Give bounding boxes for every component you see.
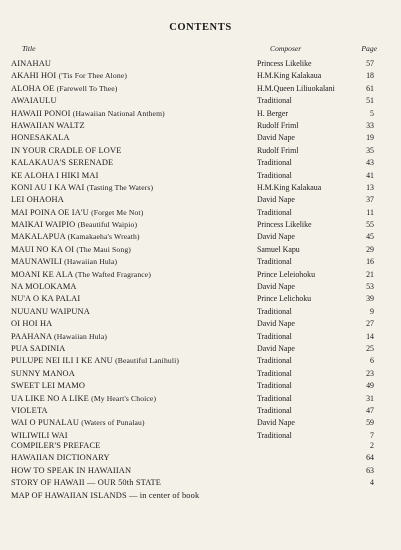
song-title: [11, 355, 179, 367]
song-composer: Traditional: [257, 368, 292, 378]
song-title-main: AINAHAU: [11, 59, 52, 68]
song-subtitle: (Beautiful Lanihuli): [115, 356, 180, 366]
song-composer: H.M.Queen Liliuokalani: [257, 83, 335, 93]
song-title: [11, 182, 153, 194]
song-page-number: 45: [366, 232, 374, 242]
song-row: [11, 108, 377, 120]
song-title-main: HAWAIIAN WALTZ: [11, 120, 85, 130]
song-composer: Traditional: [257, 170, 292, 180]
song-composer: Traditional: [257, 356, 292, 366]
song-title-main: OI HOI HA: [11, 319, 53, 329]
song-row: [11, 306, 377, 318]
song-row: [11, 157, 377, 169]
song-title: [11, 405, 48, 417]
song-title: [11, 256, 117, 268]
song-title: [11, 132, 70, 144]
song-title-main: HONESAKALA: [11, 133, 70, 143]
song-page-number: 25: [366, 343, 374, 353]
song-page-number: 27: [366, 319, 374, 329]
song-title: [11, 269, 151, 281]
song-composer: Traditional: [257, 393, 292, 403]
song-subtitle: (My Heart's Choice): [91, 393, 157, 403]
song-composer: David Nape: [257, 133, 295, 143]
song-title-main: KONI AU I KA WAI: [11, 182, 85, 192]
extra-title: HAWAIIAN DICTIONARY: [11, 453, 110, 463]
song-page-number: 21: [366, 269, 374, 279]
song-title-main: PUA SADINIA: [11, 343, 66, 353]
song-page-number: 7: [370, 430, 374, 440]
song-composer: Traditional: [257, 381, 292, 391]
song-row: [11, 145, 377, 157]
song-title-main: HAWAII PONOI: [11, 108, 71, 118]
song-title: [11, 393, 156, 405]
song-page-number: 55: [366, 220, 374, 230]
song-title-main: MAIKAI WAIPIO: [11, 220, 76, 230]
song-page-number: 31: [366, 393, 374, 403]
song-row: [11, 170, 377, 182]
song-row: [11, 231, 377, 243]
song-page-number: 19: [366, 133, 374, 143]
extra-row: [11, 477, 377, 489]
song-composer: Prince Leleiohoku: [257, 269, 316, 279]
song-title-main: PULUPE NEI ILI I KE ANU: [11, 356, 113, 366]
song-subtitle: ('Tis For Thee Alone): [58, 71, 127, 81]
song-page-number: 51: [366, 96, 374, 106]
song-row: [11, 368, 377, 380]
song-row: [11, 244, 377, 256]
song-composer: Traditional: [257, 430, 292, 440]
song-row: [11, 417, 377, 429]
extra-page-number: 64: [366, 453, 374, 463]
extra-page-number: 4: [370, 478, 374, 488]
extra-row: [11, 490, 377, 502]
song-subtitle: (Kamakaeha's Wreath): [67, 232, 140, 242]
song-subtitle: (Tasting The Waters): [86, 182, 154, 192]
extra-title: MAP OF HAWAIIAN ISLANDS — in center of book: [11, 490, 200, 500]
song-page-number: 33: [366, 120, 374, 130]
song-title: [11, 343, 65, 355]
song-title: [11, 318, 52, 330]
song-page-number: 47: [366, 405, 374, 415]
song-subtitle: (Hawaiian Hula): [64, 257, 118, 267]
song-title-main: MOANI KE ALA: [11, 269, 73, 279]
song-subtitle: (Forget Me Not): [91, 207, 144, 217]
song-title-main: MAUI NO KA OI: [11, 244, 75, 254]
song-row: [11, 256, 377, 268]
song-title-main: KE ALOHA I HIKI MAI: [11, 170, 99, 180]
song-title-main: NUUANU WAIPUNA: [11, 306, 90, 316]
song-composer: Traditional: [257, 207, 292, 217]
song-title: [11, 120, 85, 132]
song-row: [11, 393, 377, 405]
song-page-number: 61: [366, 83, 374, 93]
song-title-main: ALOHA OE: [11, 83, 55, 93]
song-row: [11, 70, 377, 82]
song-composer: David Nape: [257, 282, 295, 292]
song-row: [11, 132, 377, 144]
song-row: [11, 120, 377, 132]
song-title: [11, 108, 165, 120]
song-title: [11, 231, 140, 243]
song-title: [11, 331, 107, 343]
song-title-main: PAAHANA: [11, 331, 52, 341]
song-title: [11, 244, 131, 256]
song-page-number: 5: [370, 108, 374, 118]
song-row: [11, 293, 377, 305]
song-subtitle: (Hawaiian Hula): [54, 331, 108, 341]
song-row: [11, 207, 377, 219]
extra-row: [11, 452, 377, 464]
column-header-row: [11, 44, 377, 56]
song-subtitle: (Waters of Punalau): [81, 418, 145, 428]
song-title: [11, 380, 85, 392]
song-subtitle: (Beautiful Waipio): [77, 220, 138, 230]
extra-title: HOW TO SPEAK IN HAWAIIAN: [11, 465, 132, 475]
extras-list: [11, 440, 377, 502]
song-composer: H.M.King Kalakaua: [257, 182, 322, 192]
song-row: [11, 194, 377, 206]
song-title-main: MAUNAWILI: [11, 257, 62, 267]
song-composer: Traditional: [257, 158, 292, 168]
song-composer: Traditional: [257, 257, 292, 267]
song-composer: Rudolf Friml: [257, 145, 299, 155]
song-title: [11, 145, 121, 157]
song-composer: David Nape: [257, 343, 295, 353]
song-page-number: 14: [366, 331, 374, 341]
song-title: [11, 70, 127, 82]
song-title-main: LEI OHAOHA: [11, 195, 64, 205]
song-row: [11, 95, 377, 107]
song-page-number: 35: [366, 145, 374, 155]
song-row: [11, 405, 377, 417]
song-title: [11, 293, 80, 305]
song-title: [11, 368, 75, 380]
song-row: [11, 343, 377, 355]
song-composer: Traditional: [257, 306, 292, 316]
extra-row: [11, 465, 377, 477]
song-row: [11, 182, 377, 194]
song-title-main: WAI O PUNALAU: [11, 418, 80, 428]
song-title-main: MAKALAPUA: [11, 232, 66, 242]
song-title-main: AKAHI HOI: [11, 71, 57, 81]
song-page-number: 53: [366, 282, 374, 292]
song-title-main: KALAKAUA'S SERENADE: [11, 158, 114, 168]
song-subtitle: (The Maui Song): [76, 244, 131, 254]
song-composer: Prince Lelichoku: [257, 294, 312, 304]
song-page-number: 41: [366, 170, 374, 180]
song-title: [11, 219, 137, 231]
song-row: [11, 281, 377, 293]
song-row: [11, 219, 377, 231]
song-title-main: SUNNY MANOA: [11, 368, 75, 378]
song-title: [11, 95, 57, 107]
song-row: [11, 269, 377, 281]
song-composer: Traditional: [257, 96, 292, 106]
song-page-number: 18: [366, 71, 374, 81]
song-composer: H.M.King Kalakaua: [257, 71, 322, 81]
song-title-main: WILIWILI WAI: [11, 430, 68, 440]
song-page-number: 6: [370, 356, 374, 366]
song-page-number: 43: [366, 158, 374, 168]
song-title-main: MAI POINA OE IA'U: [11, 207, 89, 217]
song-composer: Samuel Kapu: [257, 244, 300, 254]
song-composer: Traditional: [257, 405, 292, 415]
extra-page-number: 63: [366, 465, 374, 475]
song-row: [11, 380, 377, 392]
extra-title: STORY OF HAWAII — OUR 50th STATE: [11, 478, 162, 488]
extra-page-number: 2: [370, 441, 374, 450]
song-subtitle: (Hawaiian National Anthem): [72, 108, 165, 118]
song-title-main: NA MOLOKAMA: [11, 282, 77, 292]
song-title-main: NU'A O KA PALAI: [11, 294, 81, 304]
song-subtitle: (The Wafted Fragrance): [75, 269, 151, 279]
song-page-number: 49: [366, 381, 374, 391]
song-page-number: 59: [366, 418, 374, 428]
song-composer: Traditional: [257, 331, 292, 341]
song-row: [11, 318, 377, 330]
song-composer: David Nape: [257, 232, 295, 242]
extra-row: [11, 440, 377, 452]
song-list: [11, 58, 377, 442]
song-title: [11, 83, 118, 95]
song-page-number: 39: [366, 294, 374, 304]
page-heading: CONTENTS: [169, 22, 232, 33]
song-page-number: 11: [366, 207, 374, 217]
song-row: [11, 83, 377, 95]
song-composer: David Nape: [257, 195, 295, 205]
song-page-number: 9: [370, 306, 374, 316]
extra-title: COMPILER'S PREFACE: [11, 441, 101, 450]
song-title-main: IN YOUR CRADLE OF LOVE: [11, 145, 122, 155]
song-title-main: AWAIAULU: [11, 96, 57, 106]
song-title: [11, 194, 64, 206]
song-title: [11, 58, 51, 70]
song-subtitle: (Farewell To Thee): [56, 83, 118, 93]
song-title: [11, 170, 99, 182]
song-page-number: 13: [366, 182, 374, 192]
song-page-number: 23: [366, 368, 374, 378]
song-title: [11, 417, 145, 429]
song-page-number: 37: [366, 195, 374, 205]
song-composer: David Nape: [257, 418, 295, 428]
song-title-main: SWEET LEI MAMO: [11, 381, 86, 391]
song-page-number: 29: [366, 244, 374, 254]
song-title: [11, 207, 143, 219]
song-composer: Princess Likelike: [257, 59, 312, 68]
song-row: [11, 58, 377, 70]
song-composer: Princess Likelike: [257, 220, 312, 230]
column-header-title: Title: [22, 44, 36, 53]
song-page-number: 16: [366, 257, 374, 267]
song-row: [11, 331, 377, 343]
song-page-number: 57: [366, 59, 374, 68]
song-composer: H. Berger: [257, 108, 288, 118]
song-title: [11, 306, 90, 318]
song-composer: Rudolf Friml: [257, 120, 299, 130]
song-title: [11, 281, 77, 293]
song-title-main: UA LIKE NO A LIKE: [11, 393, 89, 403]
column-header-composer: Composer: [270, 44, 302, 53]
song-title-main: VIOLETA: [11, 405, 48, 415]
song-row: [11, 355, 377, 367]
song-composer: David Nape: [257, 319, 295, 329]
song-title: [11, 157, 113, 169]
column-header-page: Page: [361, 44, 377, 53]
